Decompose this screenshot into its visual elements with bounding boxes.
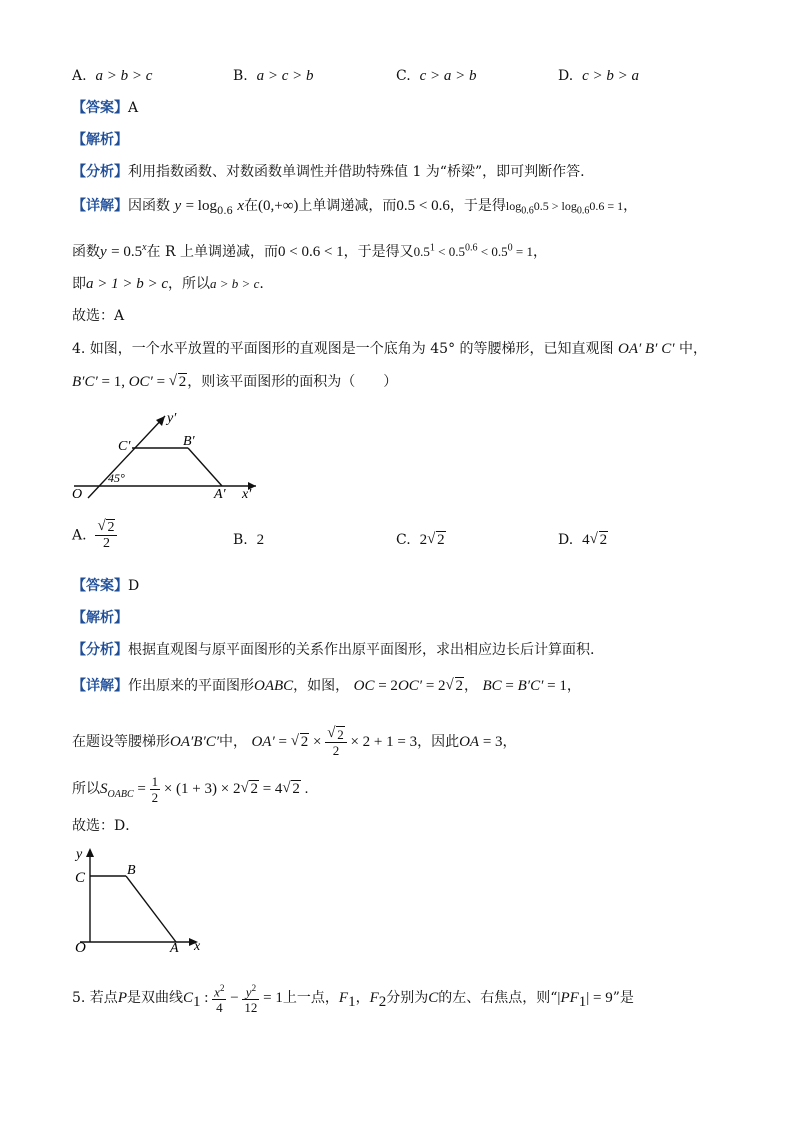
fig1-angle-label: 45° xyxy=(108,471,125,485)
q4-option-a: A. √ $\frac{2}{2}$ xyxy=(72,520,117,551)
q3-detail-line1: 【详解】因函数 $y = \log_{0.6} x$在(0,+∞)上单调递减，而0.5 < 0.6，于是得$\log_{0.6}0.5 > \log_{0.6}0.6 = 1$， xyxy=(72,198,638,217)
q4-stem-line2: B′C′ = 1, OC′ = √ 2，则该平面图形的面积为（ ） xyxy=(72,372,397,393)
fig2-c-label: C xyxy=(75,870,86,886)
oblique-trapezoid-figure xyxy=(70,408,270,503)
q4-choice: 故选：D． xyxy=(72,818,140,834)
option-b: B. a > c > b xyxy=(233,68,314,84)
q4-detail-line1: 【详解】作出原来的平面图形OABC，如图， OC = 2OC′ = 2√ 2， BC = B′C′ = 1， xyxy=(72,676,581,697)
q3-detail-line2: 函数$y = 0.5^x$在 R 上单调递减，而0 < 0.6 < 1，于是得又$0.5^1 < 0.5^{0.6} < 0.5^0 = 1$， xyxy=(72,242,547,260)
fig1-c-label: C′ xyxy=(118,439,131,454)
q4-option-d: D. 4√ 2 xyxy=(558,530,608,551)
fig1-x-label: x′ xyxy=(242,487,252,502)
q4-stem-line1: 4. 如图，一个水平放置的平面图形的直观图是一个底角为 45° 的等腰梯形，已知直观图 OA′ B′ C′ 中， xyxy=(72,341,707,357)
fig2-y-label: y xyxy=(76,847,83,862)
q4-detail-line3: 所以$S_{OABC}$ = $\frac{1}{2}$ × (1 + 3) × 2√ 2 = 4√ 2 . xyxy=(72,769,308,809)
option-d: D. c > b > a xyxy=(558,68,639,84)
option-c: C. c > a > b xyxy=(396,68,477,84)
q4-answer: 【答案】D xyxy=(72,578,140,594)
q3-detail-line3: 即a > 1 > b > c，所以a > b > c. xyxy=(72,276,264,292)
q4-option-b: B. 2 xyxy=(233,532,265,548)
fig1-y-label: y′ xyxy=(167,411,177,426)
fig2-o-label: O xyxy=(75,940,86,954)
q3-choice: 故选：A xyxy=(72,308,125,324)
fig2-b-label: B xyxy=(127,863,136,878)
q5-stem: 5. 若点P是双曲线$C_1$ : $\frac{x^2}{4}$ − $\frac{y^2}{12}$ = 1上一点，$F_1$，$F_2$分别为C的左、右焦点，则“$|PF_1| = 9$”是 xyxy=(72,982,634,1016)
fig2-x-label: x xyxy=(194,939,201,954)
q4-fenxi: 【分析】根据直观图与原平面图形的关系作出原平面图形，求出相应边长后计算面积. xyxy=(72,642,595,658)
fig1-b-label: B′ xyxy=(183,434,195,449)
q4-analysis-tag: 【解析】 xyxy=(72,610,128,626)
q3-fenxi: 【分析】利用指数函数、对数函数单调性并借助特殊值 1 为“桥梁”，即可判断作答. xyxy=(72,164,585,180)
fig2-a-label: A xyxy=(170,941,179,954)
q4-detail-line2: 在题设等腰梯形OA′B′C′中， OA′ = √ 2 × √ $\frac{2}{2}$ × 2 + 1 = 3，因此OA = 3， xyxy=(72,722,517,762)
q4-option-c: C. 2√ 2 xyxy=(396,530,446,551)
fig1-o-label: O xyxy=(72,487,83,502)
original-figure xyxy=(70,842,210,954)
q3-analysis-tag: 【解析】 xyxy=(72,132,128,148)
fig1-a-label: A′ xyxy=(214,487,226,502)
option-a: A. a > b > c xyxy=(72,68,153,84)
q3-answer: 【答案】A xyxy=(72,100,139,116)
